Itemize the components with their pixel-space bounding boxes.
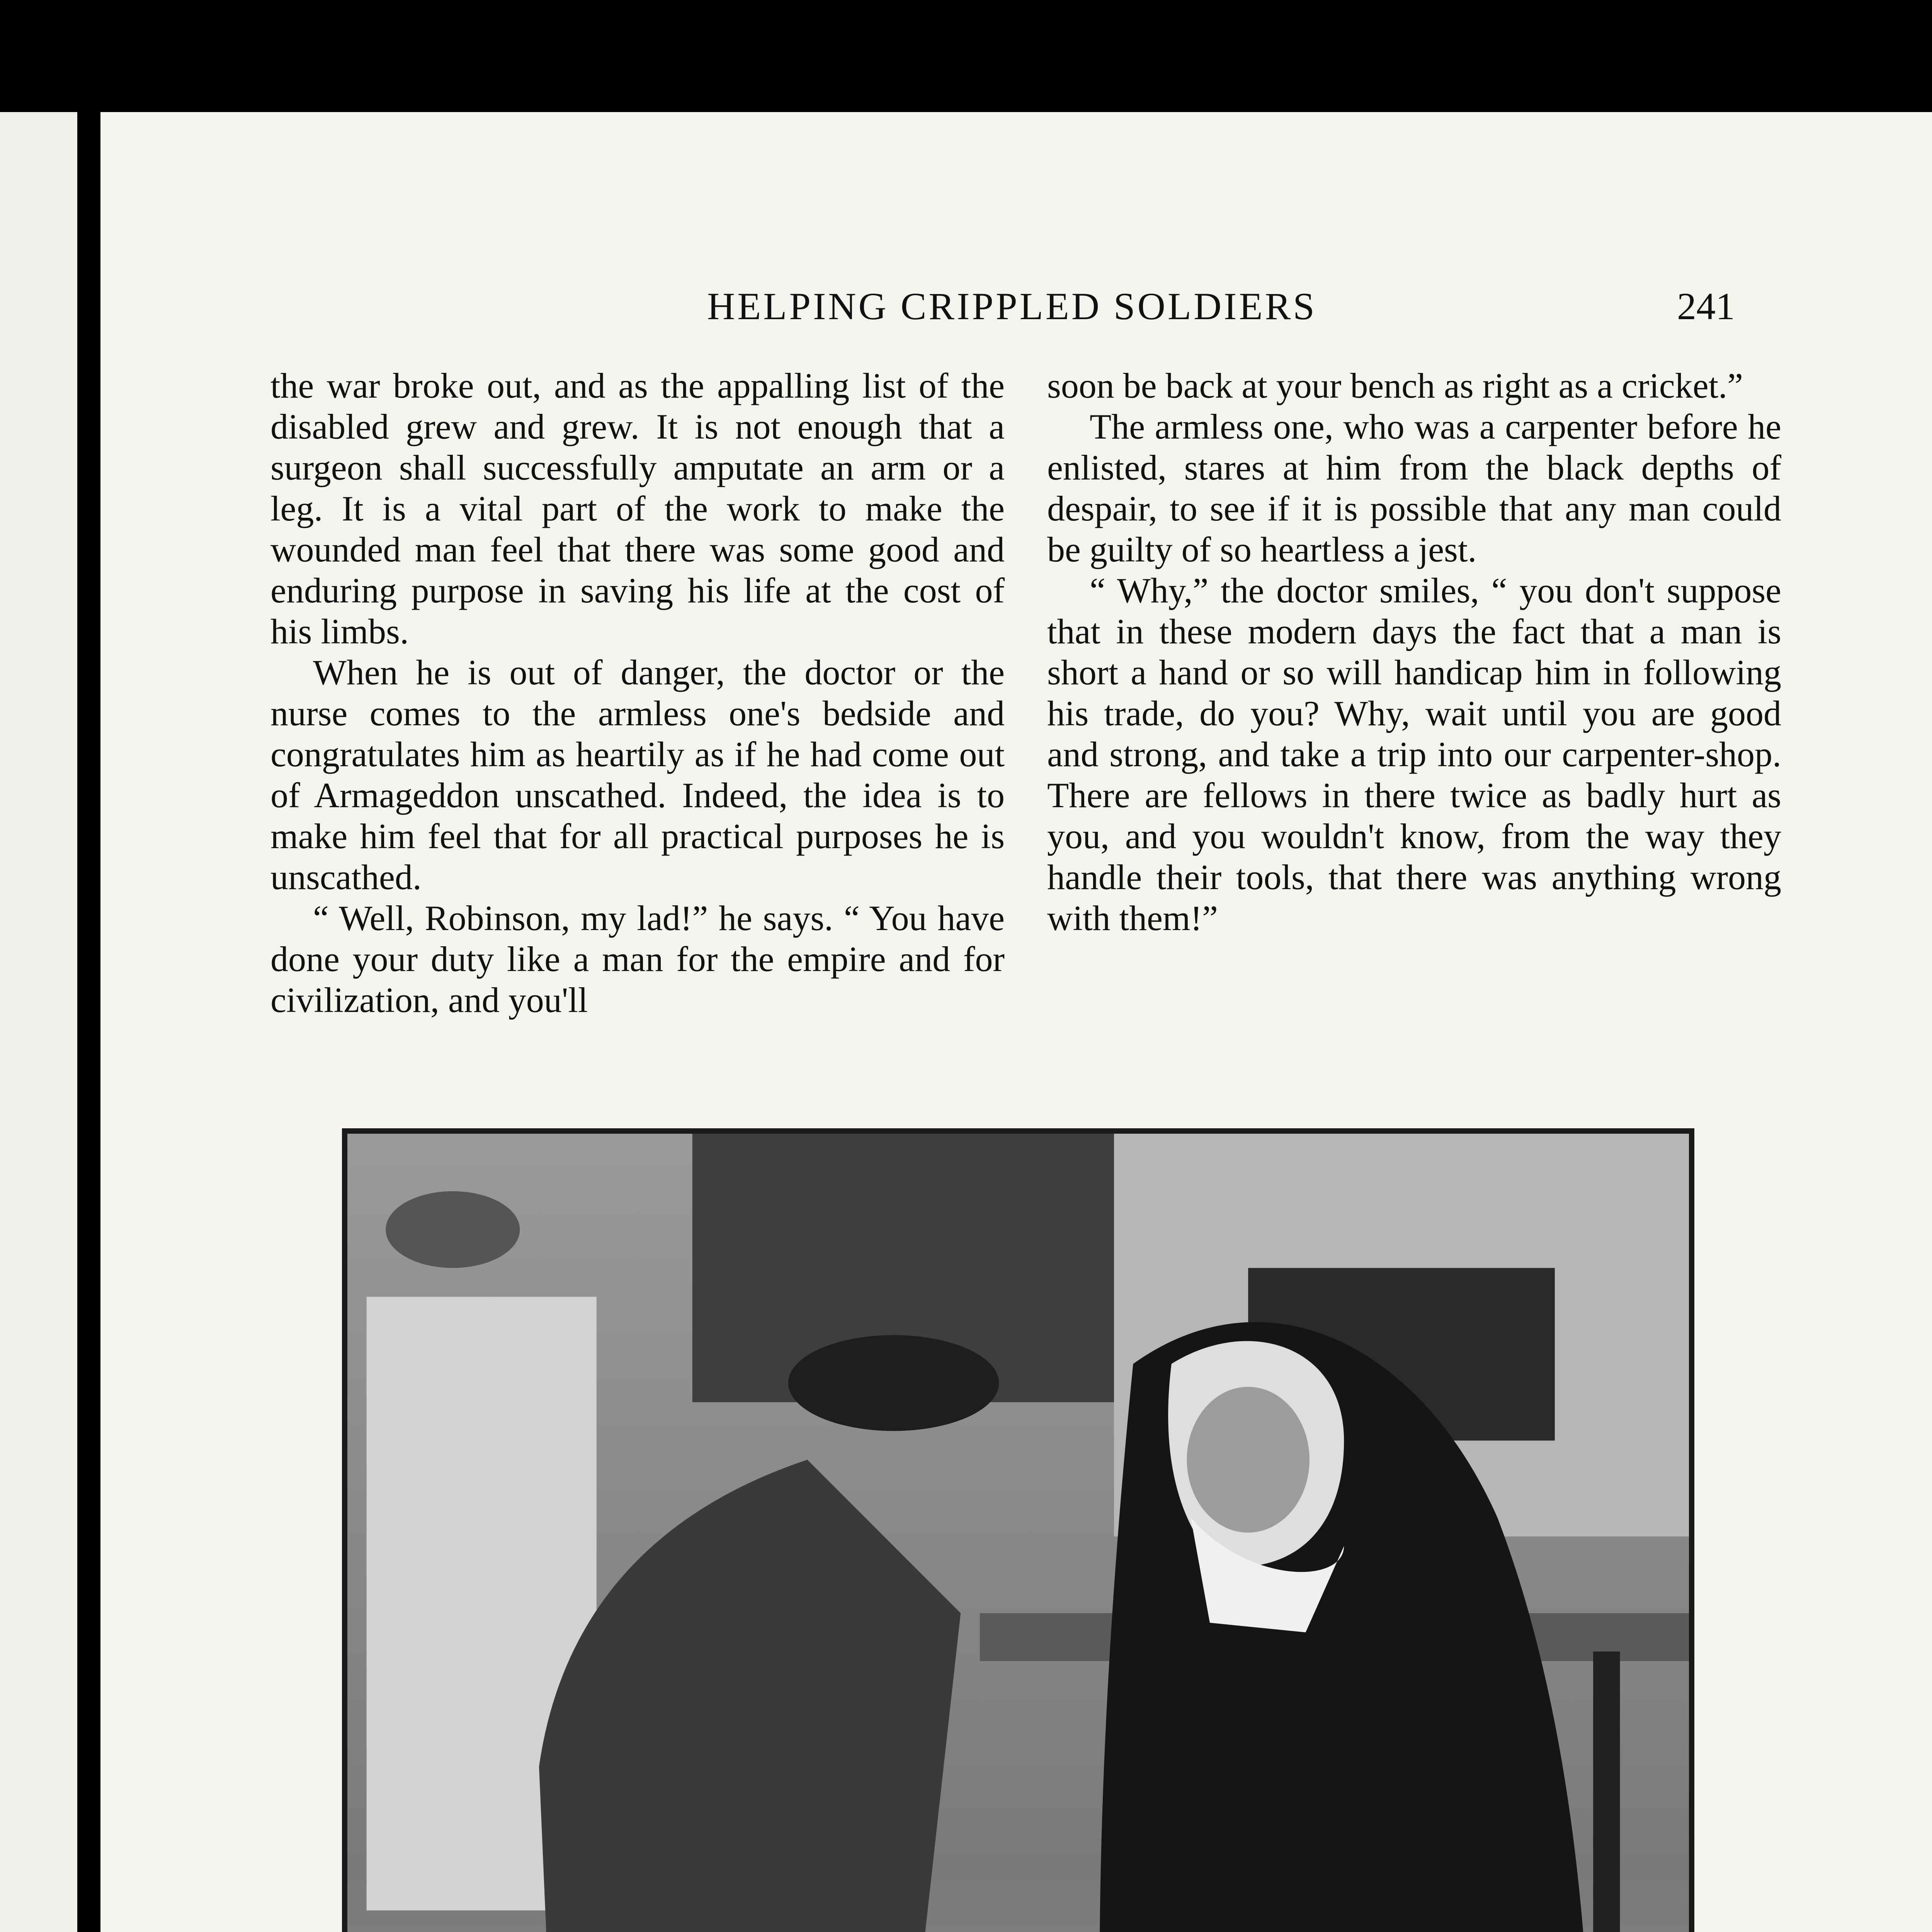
running-header-title: HELPING CRIPPLED SOLDIERS	[707, 285, 1317, 328]
halftone-photograph	[342, 1128, 1694, 1932]
text-column-right	[1047, 365, 1781, 939]
text-column-left	[270, 365, 1005, 1020]
paragraph: soon be back at your bench as right as a cricket.”	[1047, 366, 1743, 405]
paragraph: When he is out of danger, the doctor or the nurse comes to the armless one's bedside and congratulates him as heartily as if he had come out of Armageddon unscathed. Indeed, the idea is to make him feel that for all practical purposes he is unscathed.	[270, 653, 1005, 897]
paragraph: “ Well, Robinson, my lad!” he says. “ You have done your duty like a man for the empire and for civilization, and you'll	[270, 898, 1005, 1020]
paragraph: “ Why,” the doctor smiles, “ you don't suppose that in these modern days the fact that a man is short a hand or so will handicap him in following his trade, do you? Why, wait until you are good and strong, and take a trip into our carpenter-shop. There are fellows in there twice as badly hurt as you, and you wouldn't know, from the way they handle their tools, that there was anything wrong with them!”	[1047, 571, 1781, 938]
page-number: 241	[1677, 285, 1735, 328]
left-page-edge	[0, 112, 77, 1932]
paragraph: The armless one, who was a carpenter before he enlisted, stares at him from the black depths of despair, to see if it is possible that any man could be guilty of so heartless a jest.	[1047, 407, 1781, 569]
photo-illustration	[347, 1134, 1689, 1932]
paragraph: the war broke out, and as the appalling list of the disabled grew and grew. It is not enough that a surgeon shall successfully amputate an arm or a leg. It is a vital part of the work to make the wounded man feel that there was some good and enduring purpose in saving his life at the cost of his limbs.	[270, 366, 1005, 651]
